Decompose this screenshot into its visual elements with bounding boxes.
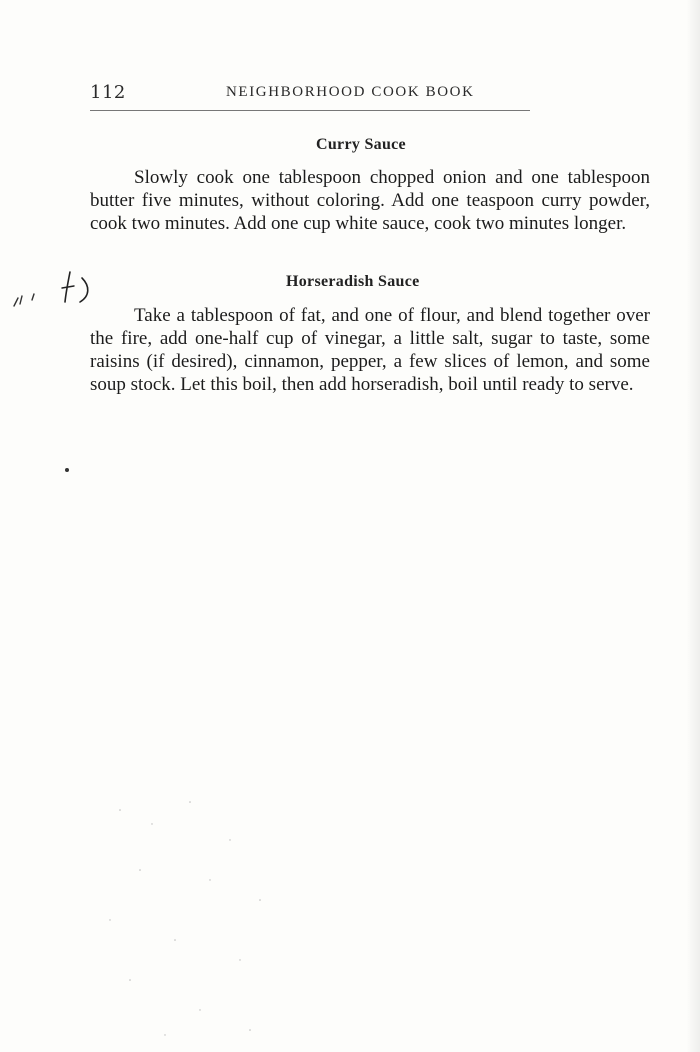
page-edge-shadow (686, 0, 700, 1052)
header-rule (90, 110, 530, 111)
ink-dot (65, 468, 69, 472)
page-number: 112 (90, 82, 126, 103)
paper-speckle-texture (80, 780, 320, 1050)
page-header (90, 82, 650, 106)
running-title: NEIGHBORHOOD COOK BOOK (226, 84, 475, 100)
recipe-text-horseradish-sauce: Take a tablespoon of fat, and one of flour, and blend together over the fire, add one-half cup of vinegar, a little salt, sugar to taste, some raisins (if desired), cinnamon, pepper, a few slices of lemon, and some soup stock. Let this boil, then add horseradish, boil until ready to serve. (90, 305, 650, 395)
recipe-text-curry-sauce: Slowly cook one tablespoon chopped onion and one tablespoon butter five minutes, without coloring. Add one teaspoon curry powder, cook two minutes. Add one cup white sauce, cook two minutes longer. (90, 167, 650, 234)
section-title-horseradish-sauce: Horseradish Sauce (286, 273, 420, 290)
section-title-curry-sauce: Curry Sauce (316, 136, 406, 153)
handwritten-margin-mark (4, 266, 96, 316)
